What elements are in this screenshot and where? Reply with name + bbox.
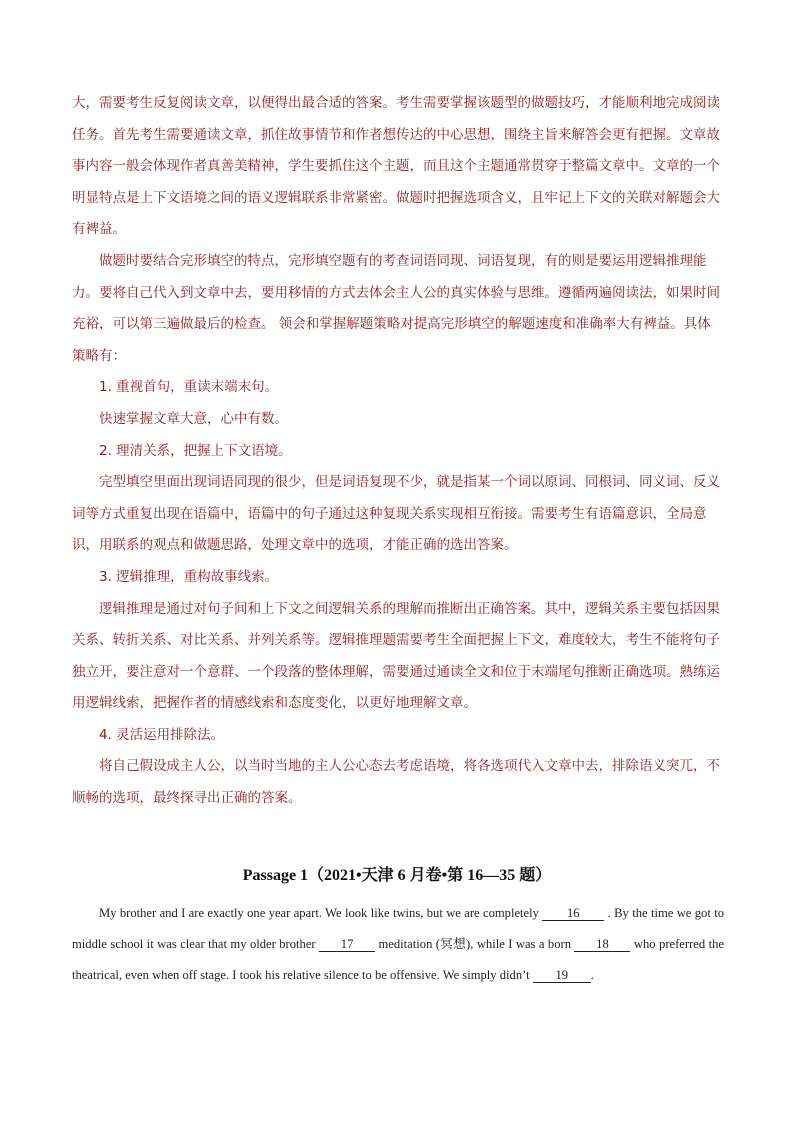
blank-18[interactable]: 18	[574, 937, 630, 952]
strategy-heading-2: 2. 理清关系，把握上下文语境。	[99, 442, 292, 459]
blank-17[interactable]: 17	[319, 937, 375, 952]
strategy-text-1: 快速掌握文章大意，心中有数。	[99, 410, 288, 427]
strategy-text-4: 将自己假设成主人公，以当时当地的主人公心态去考虑语境，将各选项代入文章中去，排除语义突兀，不顺畅的选项，最终探寻出正确的答案。	[72, 758, 720, 807]
passage-body	[72, 898, 724, 991]
intro-paragraph: 大，需要考生反复阅读文章，以便得出最合适的答案。考生需要掌握该题型的做题技巧，才能顺利地完成阅读任务。首先考生需要通读文章，抓住故事情节和作者想传达的中心思想，围绕主旨来解答会更有把握。文章故事内容一般会体现作者真善美精神，学生要抓住这个主题，而且这个主题通常贯穿于整篇文章中。文章的一个明显特点是上下文语境之间的语义逻辑联系非常紧密。做题时把握选项含义，且牢记上下文的关联对解题会大有裨益。	[72, 95, 720, 238]
strategy-paragraph: 做题时要结合完形填空的特点，完形填空题有的考查词语同现、词语复现，有的则是要运用逻辑推理能力。要将自己代入到文章中去，要用移情的方式去体会主人公的真实体验与思维。遵循两遍阅读法，如果时间充裕，可以第三遍做最后的检查。 领会和掌握解题策略对提高完形填空的解题速度和准确率大有裨益。具体策略有：	[72, 252, 720, 364]
passage-text: .	[590, 968, 594, 982]
passage-text: . By the time we got to middle school it was clear that my older brother	[72, 906, 724, 951]
strategy-heading-4: 4. 灵活运用排除法。	[99, 726, 225, 743]
strategy-text-3: 逻辑推理是通过对句子间和上下文之间逻辑关系的理解而推断出正确答案。其中，逻辑关系主要包括因果关系、转折关系、对比关系、并列关系等。逻辑推理题需要考生全面把握上下文，难度较大，考生不能将句子独立开，要注意对一个意群、一个段落的整体理解，需要通过通读全文和位于末端尾句推断正确选项。熟练运用逻辑线索，把握作者的情感线索和态度变化，以更好地理解文章。	[72, 600, 720, 712]
passage-paragraph	[72, 898, 724, 991]
passage-text: My brother and I are exactly one year apart. We look like twins, but we are completely	[99, 906, 543, 920]
strategy-heading-3: 3. 逻辑推理，重构故事线索。	[99, 568, 279, 585]
passage-text: meditation (冥想), while I was a born	[375, 937, 575, 951]
passage-text: who preferred the theatrical, even when off stage. I took his relative silence to be offensive. We simply didn’t	[72, 937, 724, 982]
strategy-heading-1: 1. 重视首句，重读末端末句。	[99, 379, 279, 396]
strategy-text-2: 完型填空里面出现词语同现的很少，但是词语复现不少，就是指某一个词以原词、同根词、同义词、反义词等方式重复出现在语篇中，语篇中的句子通过这种复现关系实现相互衔接。需要考生有语篇意识，全局意识，用联系的观点和做题思路，处理文章中的选项，才能正确的选出答案。	[72, 474, 720, 554]
blank-19[interactable]: 19	[533, 968, 591, 983]
blank-16[interactable]: 16	[542, 906, 604, 921]
strategy-section	[72, 88, 722, 815]
passage-title: Passage 1（2021•天津 6 月卷•第 16—35 题）	[242, 867, 552, 884]
